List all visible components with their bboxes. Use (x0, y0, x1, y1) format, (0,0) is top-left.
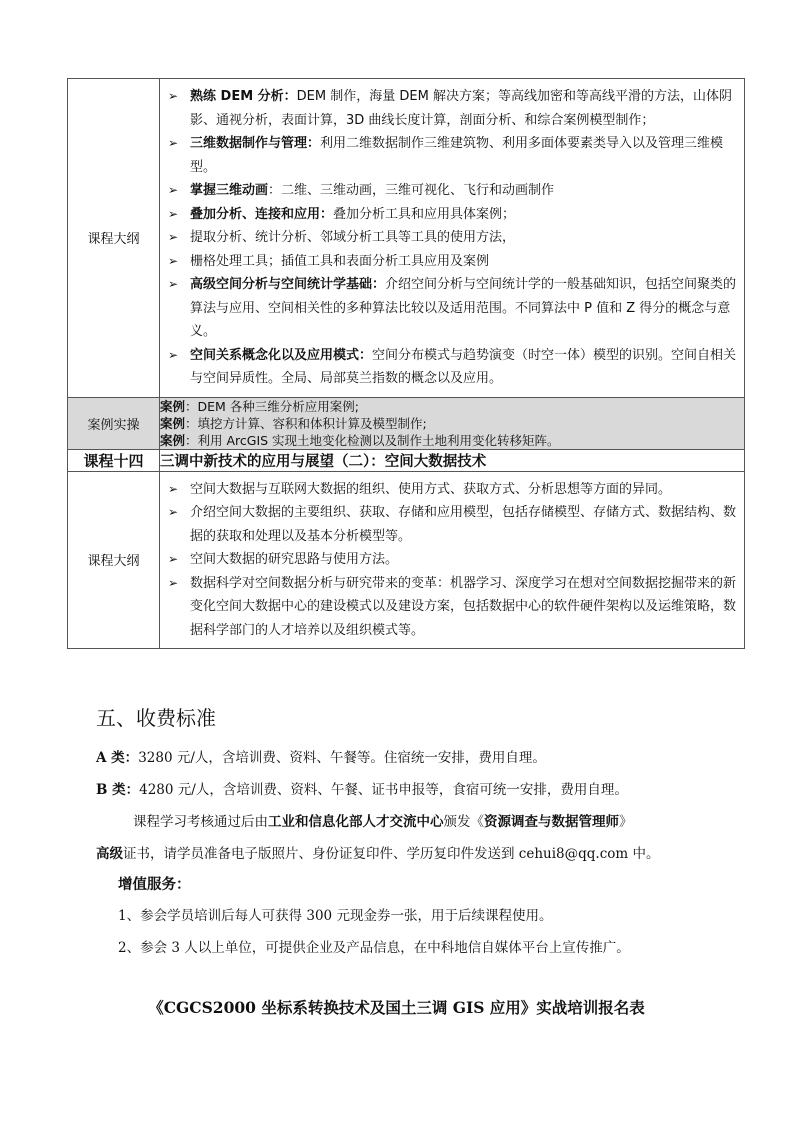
outline-item-text: 空间大数据的研究思路与使用方法。 (190, 552, 399, 567)
outline-item (164, 501, 738, 548)
cert-level: 高级 (96, 846, 123, 862)
case-item-text: ：利用 ArcGIS 实现土地变化检测以及制作土地利用变化转移矩阵。 (185, 432, 560, 448)
cert-line-2 (96, 842, 660, 862)
outline-item-heading: 三维数据制作与管理： (190, 136, 321, 151)
cert-org: 工业和信息化部人才交流中心 (268, 814, 444, 830)
fees-section-title: 五、收费标准 (96, 706, 216, 730)
fee-a-label: A 类： (96, 750, 139, 766)
fee-type-a (96, 746, 546, 766)
value-added-item-2: 2、参会 3 人以上单位，可提供企业及产品信息，在中科地信自媒体平台上宣传推广。 (118, 940, 630, 956)
arrow-bullet-icon: ➢ (168, 253, 179, 268)
outline-item-text: 空间大数据与互联网大数据的组织、使用方式、获取方式、分析思想等方面的异同。 (190, 481, 672, 497)
arrow-bullet-icon: ➢ (168, 136, 179, 150)
outline-row-2 (68, 471, 745, 649)
outline-item-text: 提取分析、统计分析、邻域分析工具等工具的使用方法， (190, 230, 516, 245)
case-item (160, 415, 744, 432)
case-item (160, 398, 744, 415)
cases-content (160, 397, 745, 449)
outline-item (164, 250, 738, 274)
outline-list-2 (160, 472, 744, 649)
outline-item-text: 介绍空间分析与空间统计学的一般基础知识，包括空间聚类的算法与应用、空间相关性的多种算法比较以及适用范围。不同算法中 P 值和 Z 得分的概念与意义。 (190, 277, 737, 339)
cases-row (68, 397, 745, 449)
registration-form-title: 《CGCS2000 坐标系转换技术及国土三调 GIS 应用》实战培训报名表 (148, 998, 645, 1017)
case-item-text: ：DEM 各种三维分析应用案例; (185, 398, 360, 414)
cert-name: 资源调查与数据管理师 (484, 814, 619, 830)
fee-type-b (96, 778, 628, 798)
outline-item (164, 273, 738, 344)
outline-item-heading: 熟练 DEM 分析： (190, 89, 297, 104)
outline-content (160, 79, 745, 398)
outline-item-text: 数据科学对空间数据分析与研究带来的变革：机器学习、深度学习在想对空间数据挖掘带来的新变化空间大数据中心的建设模式以及建设方案，包括数据中心的软件硬件架构以及运维策略，数据科学部门的人才培养以及组织模式等。 (190, 575, 737, 638)
cert-text-1: 课程学习考核通过后由 (133, 814, 268, 830)
case-item (160, 432, 744, 449)
outline-item-heading: 叠加分析、连接和应用： (190, 206, 334, 222)
outline-item (164, 203, 738, 227)
outline-item-text: 介绍空间大数据的主要组织、获取、存储和应用模型，包括存储模型、存储方式、数据结构、数据的获取和处理以及基本分析模型等。 (190, 505, 737, 544)
fee-a-text: 3280 元/人，含培训费、资料、午餐等。住宿统一安排，费用自理。 (138, 750, 546, 766)
outline-item-text: 空间分布模式与趋势演变（时空一体）模型的识别。空间自相关与空间异质性。全局、局部莫兰指数的概念以及应用。 (190, 347, 737, 386)
outline-item-heading: 空间关系概念化以及应用模式： (190, 347, 373, 363)
outline-item-heading: 高级空间分析与空间统计学基础： (190, 277, 386, 292)
outline-item (164, 132, 738, 179)
fee-b-label: B 类： (96, 782, 140, 798)
outline-label-2: 课程大纲 (68, 471, 160, 649)
arrow-bullet-icon: ➢ (168, 552, 179, 566)
outline-item-text: 栅格处理工具；插值工具和表面分析工具应用及案例 (190, 253, 490, 269)
lesson14-row (68, 449, 745, 471)
outline-item (164, 85, 738, 132)
outline-item (164, 478, 738, 502)
cert-text-2: 颁发《 (443, 814, 484, 830)
cert-text-3: 》 (619, 814, 633, 830)
cert-text-4: 证书，请学员准备电子版照片、身份证复印件、学历复印件发送到 cehui8@qq.com 中。 (123, 846, 660, 862)
arrow-bullet-icon: ➢ (168, 505, 179, 519)
outline-list (160, 79, 744, 397)
cases-label: 案例实操 (68, 397, 160, 449)
arrow-bullet-icon: ➢ (168, 89, 179, 103)
outline-item (164, 226, 738, 250)
outline-item-heading: 掌握三维动画 (190, 183, 269, 198)
outline-item (164, 344, 738, 391)
case-item-label: 案例 (160, 432, 186, 448)
outline-content-2 (160, 471, 745, 649)
arrow-bullet-icon: ➢ (168, 206, 179, 221)
case-item-text: ：填挖方计算、容积和体积计算及模型制作; (185, 415, 427, 431)
outline-item (164, 179, 738, 203)
outline-item-text: DEM 制作，海量 DEM 解决方案；等高线加密和等高线平滑的方法，山体阴影、通视分析，表面计算，3D 曲线长度计算，剖面分析、和综合案例模型制作； (190, 89, 732, 128)
outline-item (164, 572, 738, 643)
case-item-label: 案例 (160, 415, 186, 431)
outline-row-1 (68, 79, 745, 398)
value-added-title: 增值服务： (118, 876, 191, 893)
arrow-bullet-icon: ➢ (168, 575, 179, 590)
value-added-item-1: 1、参会学员培训后每人可获得 300 元现金券一张，用于后续课程使用。 (118, 908, 553, 924)
arrow-bullet-icon: ➢ (168, 277, 179, 291)
course-table (67, 78, 745, 649)
lesson14-title: 三调中新技术的应用与展望（二）：空间大数据技术 (160, 449, 745, 471)
cert-line-1 (133, 810, 633, 830)
lesson14-label: 课程十四 (68, 449, 160, 471)
outline-item-text: 叠加分析工具和应用具体案例； (333, 206, 516, 222)
arrow-bullet-icon: ➢ (168, 347, 179, 362)
outline-item (164, 548, 738, 572)
outline-label: 课程大纲 (68, 79, 160, 398)
case-item-label: 案例 (160, 398, 186, 414)
arrow-bullet-icon: ➢ (168, 481, 179, 496)
arrow-bullet-icon: ➢ (168, 183, 179, 197)
fee-b-text: 4280 元/人，含培训费、资料、午餐、证书申报等，食宿可统一安排，费用自理。 (139, 782, 628, 798)
arrow-bullet-icon: ➢ (168, 230, 179, 244)
outline-item-text: 利用二维数据制作三维建筑物、利用多面体要素类导入以及管理三维模型。 (190, 136, 724, 175)
outline-item-text: ：二维、三维动画，三维可视化、飞行和动画制作 (268, 183, 555, 198)
